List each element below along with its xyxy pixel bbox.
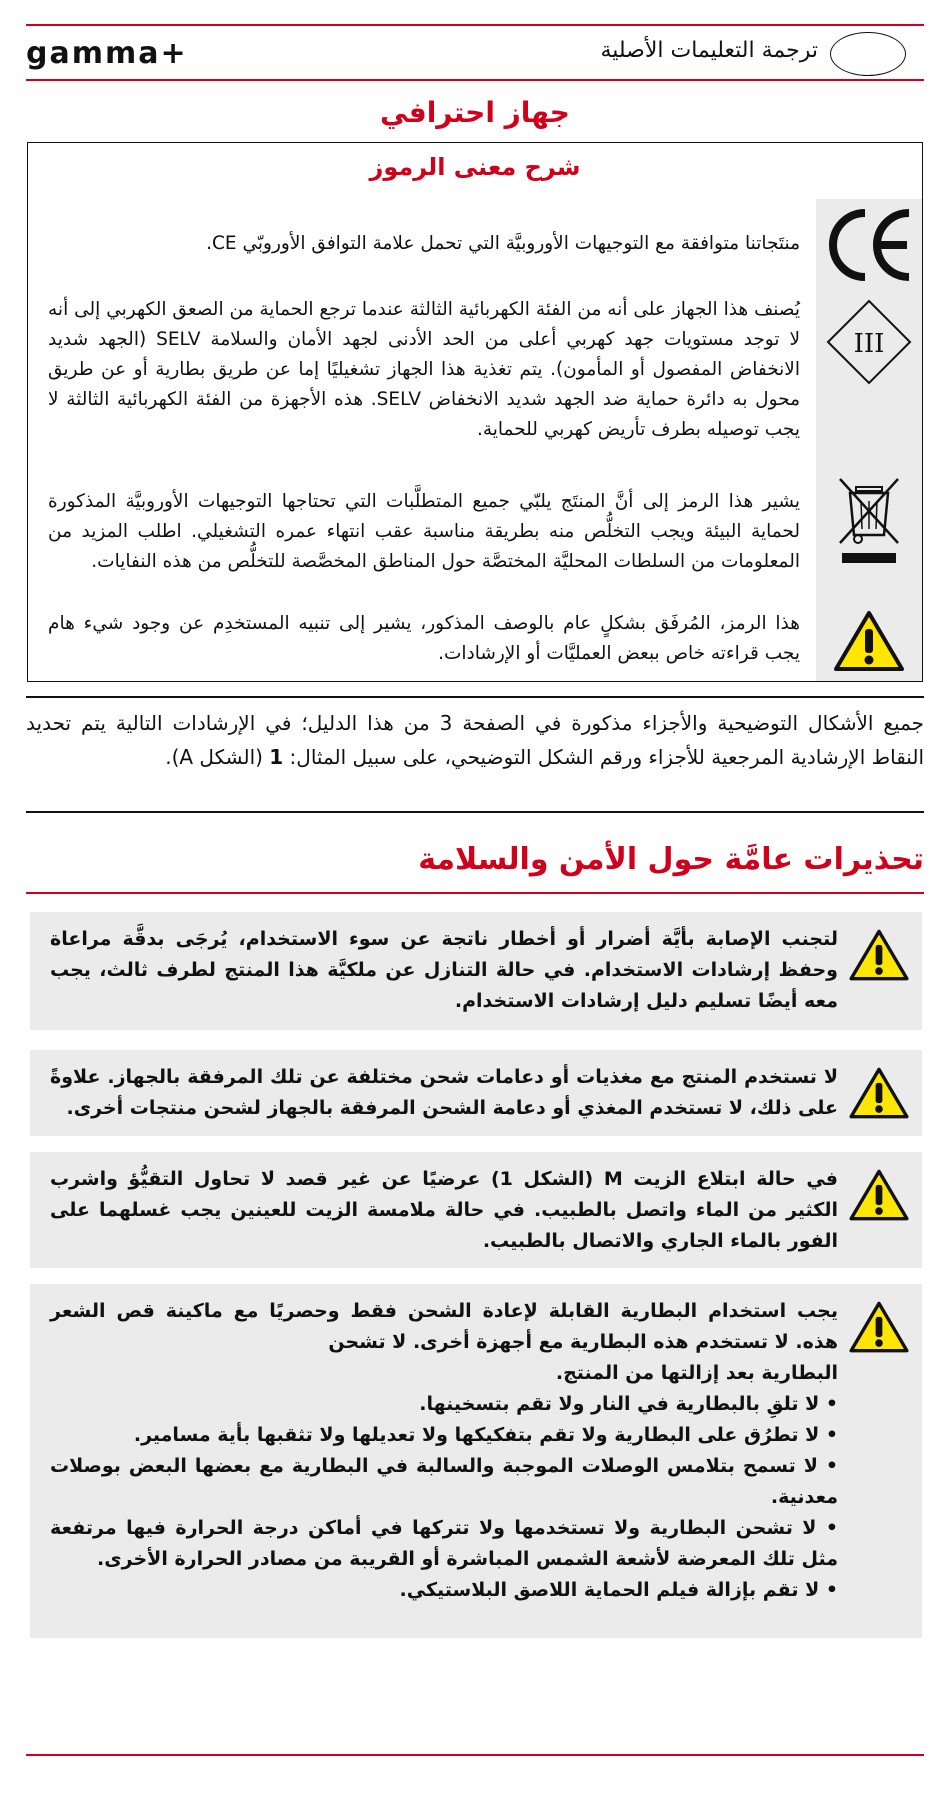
symbol-text-warning: هذا الرمز، المُرفَق بشكلٍ عام بالوصف المذكور، يشير إلى تنبيه المستخدِم عن وجود شيء هام يجب قراءته خاص ببعض العمليَّات أو الإرشادات. (48, 613, 800, 664)
header-title: ترجمة التعليمات الأصلية (600, 38, 818, 63)
warning-4-bullet: • لا تسمح بتلامس الوصلات الموجبة والسالبة في البطارية مع بعضها البعض بوصلات معدنية. (50, 1455, 838, 1508)
symbol-text-class-iii: يُصنف هذا الجهاز على أنه من الفئة الكهربائية الثالثة عندما ترجع الحماية من الصعق الكهربي إلى أنه لا توجد مستويات جهد كهربي أعلى من الحد الأدنى لجهد الأمان والسلامة SELV (الجهد شديد الانخفاض المفصول أو المأمون). يتم تغذية هذا الجهاز تشغيليًا إما عن طريق بطارية أو عن طريق محول به دائرة حماية ضد الجهد شديد الانخفاض SELV. هذه الأجهزة من الفئة الكهربائية الثالثة لا يجب توصيله بطرف تأريض كهربي للحماية. (48, 299, 801, 440)
intro-top-rule (26, 696, 924, 698)
warning-icon (816, 609, 922, 673)
symbols-panel (27, 142, 923, 682)
intro-text-after: (الشكل A). (165, 745, 270, 769)
warning-box-1 (30, 912, 922, 1030)
page-number-oval (830, 32, 906, 76)
warning-4-bullet: • لا تطرُق على البطارية ولا تقم بتفكيكها ولا تعديلها ولا تثقبها بأية مسامير. (133, 1424, 838, 1446)
warning-text-4 (50, 1296, 838, 1606)
warning-icon (848, 1300, 910, 1354)
safety-section-title: تحذيرات عامَّة حول الأمن والسلامة (418, 842, 924, 877)
section-divider (26, 811, 924, 813)
warning-text-2: لا تستخدم المنتج مع مغذيات أو دعامات شحن مختلفة عن تلك المرفقة بالجهاز. علاوةً على ذلك، لا تستخدم المغذي أو دعامة الشحن المرفقة بالجهاز لشحن منتجات أخرى. (50, 1066, 838, 1119)
warning-box-3 (30, 1152, 922, 1268)
intro-example-number: 1 (269, 745, 284, 769)
symbol-text-ce: منتَجاتنا متوافقة مع التوجيهات الأوروبيَّة التي تحمل علامة التوافق الأوروبّي CE. (206, 233, 800, 254)
footer-rule (26, 1754, 924, 1756)
brand-logo: gamma+ (26, 35, 188, 71)
class-iii-icon (816, 297, 922, 387)
crossed-bin-icon (816, 475, 922, 567)
symbol-text-weee: يشير هذا الرمز إلى أنَّ المنتَج يلبّي جميع المتطلَّبات التي تحتاجها التوجيهات الأوروبيَّة المذكورة لحماية البيئة ويجب التخلُّص منه بطريقة مناسبة عقب انتهاء عمره التشغيلي. اطلب المزيد من المعلومات من السلطات المحليَّة المختصَّة حول المناطق المخصَّصة للتخلُّص من هذه النفايات. (48, 491, 800, 572)
warning-box-4 (30, 1284, 922, 1638)
safety-title-rule (26, 892, 924, 894)
warning-icon (848, 928, 910, 982)
ce-mark-icon (816, 203, 922, 287)
warning-4-line: يجب استخدام البطارية القابلة لإعادة الشحن فقط وحصريًا مع ماكينة قص الشعر هذه. لا تستخدم هذه البطارية مع أجهزة أخرى. لا تشحن (50, 1300, 838, 1353)
warning-4-bullet: • لا تشحن البطارية ولا تستخدمها ولا تتركها في أماكن درجة الحرارة فيها مرتفعة مثل تلك المعرضة لأشعة الشمس المباشرة أو القريبة من مصادر الحرارة الأخرى. (50, 1517, 838, 1570)
warning-4-bullet: • لا تقم بإزالة فيلم الحماية اللاصق البلاستيكي. (399, 1579, 838, 1601)
warning-icon (848, 1168, 910, 1222)
symbols-heading: شرح معنى الرموز (369, 153, 581, 181)
warning-4-line: البطارية بعد إزالتها من المنتج. (555, 1362, 838, 1384)
document-title: جهاز احترافي (380, 96, 570, 129)
intro-paragraph (26, 706, 924, 774)
warning-text-3: في حالة ابتلاع الزيت M (الشكل 1) عرضيًا عن غير قصد لا تحاول التقيُّؤ واشرب الكثير من الماء واتصل بالطبيب. في حالة ملامسة الزيت للعينين يجب غسلهما على الفور بالماء الجاري والاتصال بالطبيب. (50, 1168, 838, 1252)
intro-text-before: جميع الأشكال التوضيحية والأجزاء مذكورة في الصفحة 3 من هذا الدليل؛ في الإرشادات التالية يتم تحديد النقاط الإرشادية المرجعية للأجزاء ورقم الشكل التوضيحي، على سبيل المثال: (26, 711, 924, 769)
class-iii-label: III (853, 329, 885, 359)
warning-text-1: لتجنب الإصابة بأيَّة أضرار أو أخطار ناتجة عن سوء الاستخدام، يُرجَى بدقَّة مراعاة وحفظ إرشادات الاستخدام. في حالة التنازل عن ملكيَّة هذا المنتج لطرف ثالث، يجب معه أيضًا تسليم دليل إرشادات الاستخدام. (50, 928, 838, 1012)
warning-icon (848, 1066, 910, 1120)
header-bottom-rule (26, 79, 924, 81)
warning-box-2 (30, 1050, 922, 1136)
header-top-rule (26, 24, 924, 26)
warning-4-bullet: • لا تلقِ بالبطارية في النار ولا تقم بتسخينها. (419, 1393, 838, 1415)
